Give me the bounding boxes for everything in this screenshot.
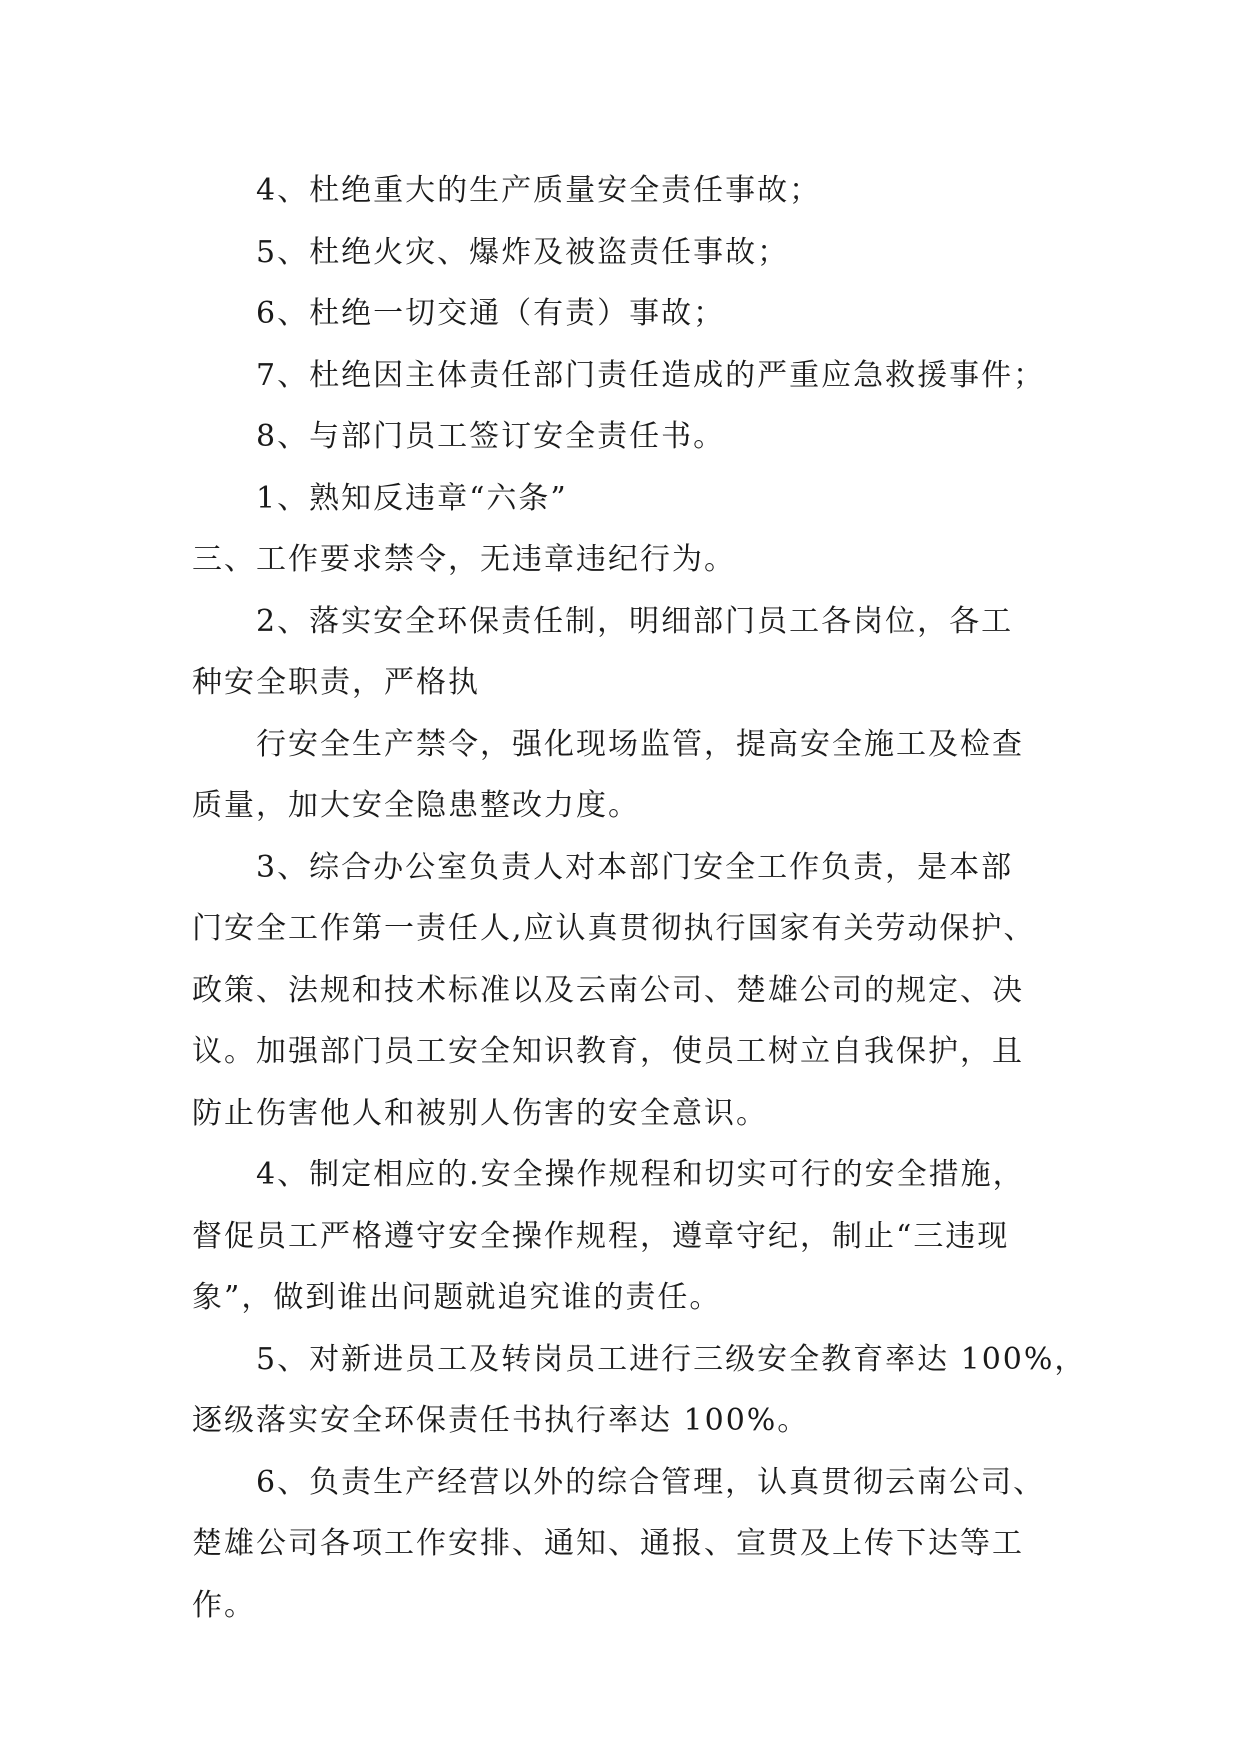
body-line: 5、对新进员工及转岗员工进行三级安全教育率达 100%， — [256, 1341, 1087, 1377]
body-line: 6、杜绝一切交通（有责）事故； — [256, 296, 726, 331]
body-line: 8、与部门员工签订安全责任书。 — [256, 419, 726, 454]
body-line: 象”，做到谁出问题就追究谁的责任。 — [192, 1280, 722, 1315]
body-line: 3、综合办公室负责人对本部门安全工作负责，是本部 — [256, 849, 1014, 885]
body-line: 4、杜绝重大的生产质量安全责任事故； — [256, 173, 822, 208]
body-line: 逐级落实安全环保责任书执行率达 100%。 — [192, 1403, 810, 1438]
body-line: 6、负责生产经营以外的综合管理，认真贯彻云南公司、 — [256, 1464, 1046, 1500]
body-line: 2、落实安全环保责任制，明细部门员工各岗位，各工 — [256, 603, 1014, 639]
body-line: 4、制定相应的.安全操作规程和切实可行的安全措施， — [256, 1157, 1025, 1192]
section-heading: 三、工作要求禁令，无违章违纪行为。 — [192, 542, 736, 577]
body-line: 行安全生产禁令，强化现场监管，提高安全施工及检查 — [256, 726, 1024, 762]
body-line: 1、熟知反违章“六条” — [256, 480, 568, 516]
body-line: 7、杜绝因主体责任部门责任造成的严重应急救援事件； — [256, 357, 1046, 393]
body-line: 政策、法规和技术标准以及云南公司、楚雄公司的规定、决 — [192, 972, 1024, 1008]
body-line: 5、杜绝火灾、爆炸及被盗责任事故； — [256, 234, 790, 270]
body-line: 种安全职责，严格执 — [192, 665, 480, 700]
body-line: 门安全工作第一责任人,应认真贯彻执行国家有关劳动保护、 — [192, 911, 1036, 946]
body-line: 质量，加大安全隐患整改力度。 — [192, 788, 640, 823]
body-line: 楚雄公司各项工作安排、通知、通报、宣贯及上传下达等工 — [192, 1526, 1024, 1561]
document-body — [192, 160, 1092, 1636]
body-line: 议。加强部门员工安全知识教育，使员工树立自我保护，且 — [192, 1034, 1024, 1069]
body-line: 防止伤害他人和被别人伤害的安全意识。 — [192, 1095, 768, 1131]
body-line: 督促员工严格遵守安全操作规程，遵章守纪，制止“三违现 — [192, 1218, 1010, 1254]
body-line: 作。 — [192, 1587, 256, 1623]
